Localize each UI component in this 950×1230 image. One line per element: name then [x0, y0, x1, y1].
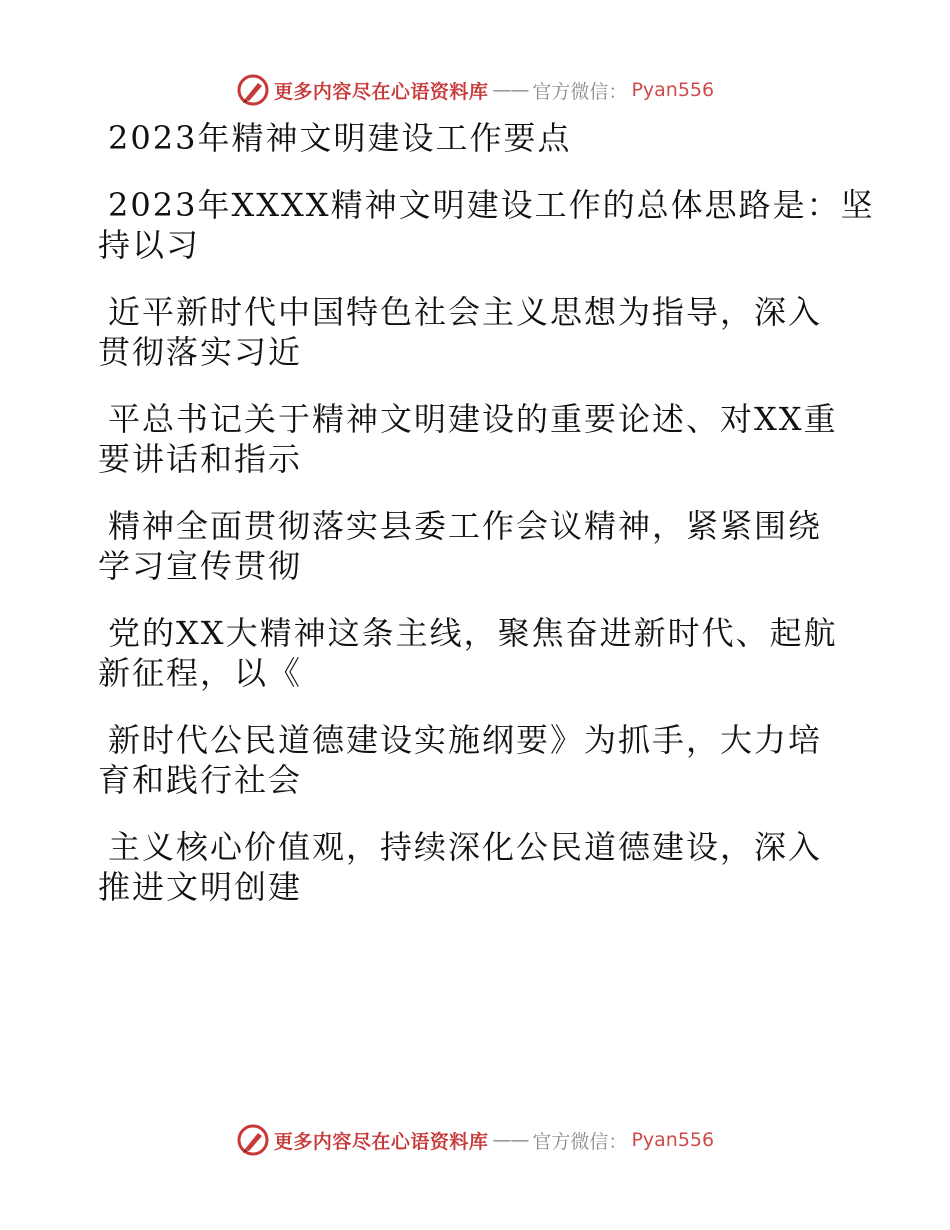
paragraph-line: 精神全面贯彻落实县委工作会议精神，紧紧围绕: [108, 507, 823, 545]
paragraph-line: 育和践行社会: [98, 761, 303, 799]
banner-wechat-id: Pyan556: [631, 1129, 715, 1151]
banner-official-label: 官方微信：: [532, 80, 628, 103]
banner-wechat-id: Pyan556: [631, 79, 715, 101]
document-title: 2023年精神文明建设工作要点: [108, 119, 572, 157]
pen-logo-icon: [236, 73, 270, 107]
paragraph-line: 学习宣传贯彻: [98, 547, 303, 585]
paragraph-line: 近平新时代中国特色社会主义思想为指导，深入: [108, 293, 823, 331]
paragraph-line: 新时代公民道德建设实施纲要》为抓手，大力培: [108, 721, 823, 759]
paragraph-line: 党的XX大精神这条主线，聚焦奋进新时代、起航: [108, 614, 838, 652]
paragraph-line: 持以习: [98, 226, 201, 264]
footer-banner: [0, 1120, 950, 1160]
paragraph-line: 主义核心价值观，持续深化公民道德建设，深入: [108, 828, 823, 866]
paragraph-line: 新征程，以《: [98, 654, 303, 692]
paragraph-line: 2023年XXXX精神文明建设工作的总体思路是：坚: [108, 186, 875, 224]
banner-dash: ——: [492, 1129, 529, 1151]
paragraph-line: 要讲话和指示: [98, 440, 303, 478]
banner-dash: ——: [492, 79, 529, 101]
document-body: [98, 118, 875, 907]
paragraph-line: 贯彻落实习近: [98, 333, 303, 371]
header-banner: [0, 70, 950, 110]
banner-official-label: 官方微信：: [532, 1130, 628, 1153]
banner-promo-text: 更多内容尽在心语资料库: [273, 1130, 489, 1153]
paragraph-line: 平总书记关于精神文明建设的重要论述、对XX重: [108, 400, 838, 438]
pen-logo-icon: [236, 1123, 270, 1157]
banner-promo-text: 更多内容尽在心语资料库: [273, 80, 489, 103]
paragraph-line: 推进文明创建: [98, 868, 303, 906]
